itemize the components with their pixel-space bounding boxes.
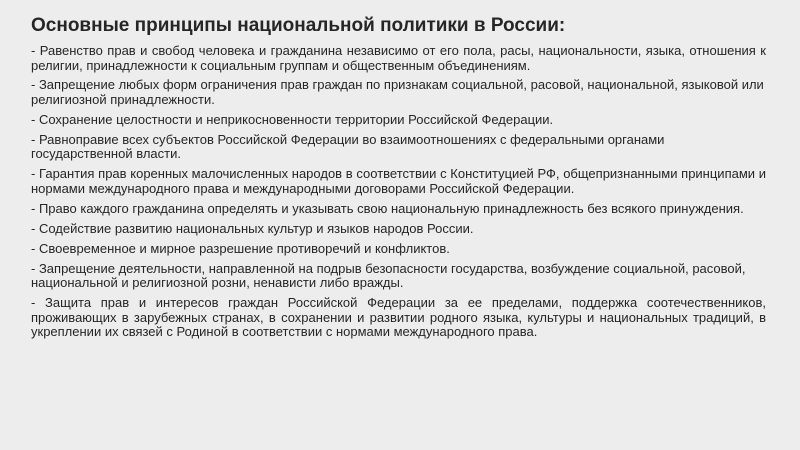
principle-item-10: - Защита прав и интересов граждан Российской Федерации за ее пределами, поддержка соотечественников, проживающих в зарубежных странах, в сохранении и развитии родного языка, культуры и национальных традиций, в укреплении их связей с Родиной в соответствии с нормами международного права. (31, 294, 766, 340)
principle-item-3: - Сохранение целостности и неприкосновенности территории Российской Федерации. (31, 111, 554, 127)
principles-list (31, 44, 766, 340)
slide-title: Основные принципы национальной политики в России: (31, 15, 566, 36)
principle-item-8: - Своевременное и мирное разрешение противоречий и конфликтов. (31, 240, 450, 256)
principle-item-6: - Право каждого гражданина определять и указывать свою национальную принадлежность без всякого принуждения. (31, 200, 744, 216)
principle-item-4: - Равноправие всех субъектов Российской Федерации во взаимоотношениях с федеральными органами государственной власти. (31, 131, 665, 162)
principle-item-5: - Гарантия прав коренных малочисленных народов в соответствии с Конституцией РФ, общепризнанными принципами и нормами международного права и международными договорами Российской Федерации. (31, 166, 766, 196)
principle-item-7: - Содействие развитию национальных культур и языков народов России. (31, 220, 474, 236)
principle-item-2: - Запрещение любых форм ограничения прав граждан по признакам социальной, расовой, национальной, языковой или религиозной принадлежности. (31, 77, 764, 108)
principle-item-9: - Запрещение деятельности, направленной на подрыв безопасности государства, возбуждение социальной, расовой, национальной и религиозной розни, ненависти либо вражды. (31, 260, 746, 291)
principle-item-1: - Равенство прав и свобод человека и гражданина независимо от его пола, расы, национальности, языка, отношения к религии, принадлежности к социальным группам и общественным объединениям. (31, 43, 766, 73)
